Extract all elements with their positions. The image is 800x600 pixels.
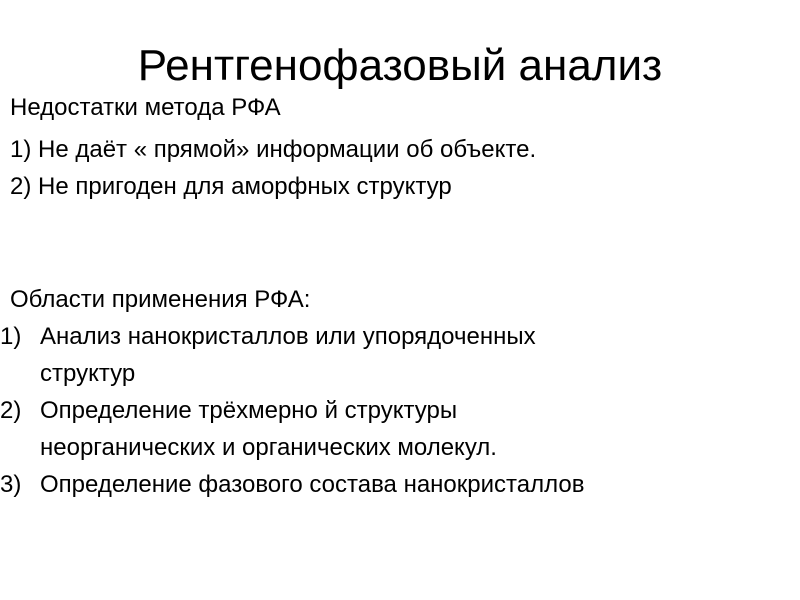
application-item-2-number: 2) [0,397,22,424]
drawbacks-heading: Недостатки метода РФА [10,94,281,121]
application-item-1-line-2: структур [40,360,136,387]
slide-title: Рентгенофазовый анализ [137,41,663,90]
application-item-2-line-2: неорганических и органических молекул. [40,434,497,461]
application-item-3-number: 3) [0,471,22,498]
application-item-2-line-1: Определение трёхмерно й структуры [40,397,458,424]
application-item-1-line-1: Анализ нанокристаллов или упорядоченных [40,323,536,350]
applications-heading: Области применения РФА: [10,286,311,313]
application-item-3-line-1: Определение фазового состава нанокристаллов [40,471,585,498]
application-item-1-number: 1) [0,323,22,350]
drawback-item-2: 2) Не пригоден для аморфных структур [10,173,452,200]
drawback-item-1: 1) Не даёт « прямой» информации об объекте. [10,136,537,163]
